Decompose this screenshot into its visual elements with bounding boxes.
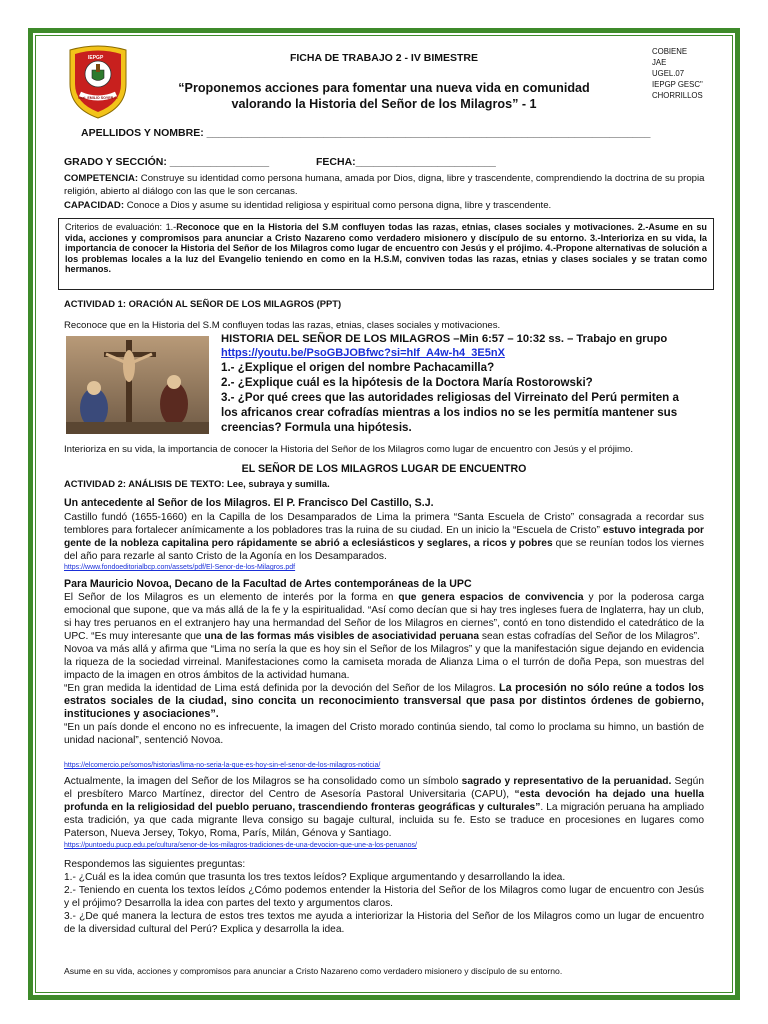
question-item: 1.- ¿Cuál es la idea común que trasunta los tres textos leídos? Explique argumentando y desarrollando la idea. <box>64 872 566 883</box>
activity1-intro: Reconoce que en la Historia del S.M confluyen todas las razas, etnias, clases sociales y motivaciones. <box>64 320 501 331</box>
section2-title: EL SEÑOR DE LOS MILAGROS LUGAR DE ENCUENTRO <box>241 463 527 475</box>
p3-link[interactable]: https://puntoedu.pucp.edu.pe/cultura/senor-de-los-milagros-tradiciones-de-una-devocion-que-une-a-los-peruanos/ <box>64 842 417 849</box>
p2-paragraph-c <box>64 682 704 721</box>
p1-text-c: que se reunían todos los viernes del año para rezarle al santo Cristo de la Agonía en los Desamparados. <box>64 538 704 562</box>
p3-a1: Actualmente, la imagen del Señor de los Milagros se ha consolidado como un símbolo <box>64 776 462 787</box>
question-item: 3.- ¿Por qué crees que las autoridades religiosas del Virreinato del Perú permiten a los africanos crear cofradías mientras a los indios no se les permitía mantener sus creencias? Formula una hipótesis. <box>221 391 679 434</box>
christ-painting-image <box>66 336 209 434</box>
criteria-text: Reconoce que en la Historia del S.M confluyen todas las razas, etnias, clases sociales y motivaciones. 2.-Asume en su vida, acciones y compromisos para anunciar a Cristo Nazareno como verdadero misionero y discípulo de su entorno. 3.-Interioriza en su vida, la importancia de conocer la Historia del Señor de los Milagros como lugar de encuentro con Jesús y el prójimo. 4.-Propone alternativas de solución a los problemas locales a la luz del Evangelio teniendo en como en la H.S.M, conviven todas las razas, etnias y clases sociales y se tratan como hermanos. <box>65 222 707 275</box>
date-field[interactable]: FECHA:________________________ <box>316 156 496 168</box>
question-item: 2.- Teniendo en cuenta los textos leídos ¿Cómo podemos entender la Historia del Señor de los Milagros como lugar de encuentro con Jesús y el prójimo? Desarrolla la idea con partes del texto y argumentos claros. <box>64 885 704 909</box>
competencia-label: COMPETENCIA: <box>64 173 139 184</box>
criteria-intro: Criterios de evaluación: 1.- <box>65 222 177 232</box>
school-info-line: IEPGP GESC" <box>652 80 703 89</box>
question-item: 1.- ¿Explique el origen del nombre Pachacamilla? <box>221 361 495 374</box>
activity2-heading: ACTIVIDAD 2: ANÁLISIS DE TEXTO: Lee, subraya y sumilla. <box>64 478 330 489</box>
p2-c2: La procesión no sólo reúne a todos los estratos sociales de la ciudad, sino concita un reconocimiento transversal que pasa por distintos órdenes de gobierno, instituciones y asociaciones”. <box>64 682 704 720</box>
p2-c1: “En gran medida la identidad de Lima está definida por la devoción del Señor de los Milagros. <box>64 683 500 694</box>
p3-text <box>64 775 704 840</box>
p3-a4: “esta devoción ha dejado una huella profunda en la religiosidad del pueblo peruano, trascendiendo fronteras geográficas y culturales” <box>64 789 704 813</box>
p2-paragraph-d: “En un país donde el encono no es infrecuente, la imagen del Cristo morado continúa siendo, tal como lo proclama su himno, un bastión de unidad nacional”, sentenció Novoa. <box>64 722 704 746</box>
capacidad-label: CAPACIDAD: <box>64 200 125 211</box>
school-info-line: CHORRILLOS <box>652 91 703 100</box>
logo-text-top: IEPGP <box>88 55 104 61</box>
video-title: HISTORIA DEL SEÑOR DE LOS MILAGROS –Min 6:57 – 10:32 ss. – Trabajo en grupo <box>221 333 668 345</box>
competencia-text: Construye su identidad como persona humana, amada por Dios, digna, libre y trascendente, comprendiendo la doctrina de su propia religión, abierto al diálogo con las que le son cercanas. <box>64 173 705 197</box>
p2-link[interactable]: https://elcomercio.pe/somos/historias/lima-no-seria-la-que-es-hoy-sin-el-senor-de-los-milagros-noticia/ <box>64 762 381 769</box>
p1-text-b: estuvo integrada por gente de la nobleza capitalina pero rápidamente se abrió a eclesiásticos y seglares, a ricos y pobres <box>64 525 705 549</box>
capacidad-text: Conoce a Dios y asume su identidad religiosa y espiritual como persona digna, libre y trascendente. <box>124 200 552 211</box>
p2-a2: que genera espacios de convivencia <box>398 592 584 603</box>
p1-link[interactable]: https://www.fondoeditorialbcp.com/assets/pdf/El-Senor-de-los-Milagros.pdf <box>64 564 296 571</box>
logo-text-bottom: Gral. EMILIO SOYER C. <box>78 96 118 100</box>
p2-paragraph-b: Novoa va más allá y afirma que “Lima no sería la que es hoy sin el Señor de los Milagros” y que la manifestación sigue dejando en evidencia la riqueza de la sociedad virreinal. Manifestaciones como la camiseta morada de Alianza Lima o el turrón de doña Pepa, son muestras del impacto de la imagen en otros ámbitos de la actividad humana. <box>64 644 704 681</box>
subtitle-line-2: valorando la Historia del Señor de los Milagros” - 1 <box>231 97 537 111</box>
name-field[interactable]: APELLIDOS Y NOMBRE: ____________________________________________________________________________ <box>81 127 651 139</box>
page-title: FICHA DE TRABAJO 2 - IV BIMESTRE <box>289 52 479 64</box>
p1-text-a: Castillo fundó (1655-1660) en la Capilla de los Desamparados de Lima la primera “Santa Escuela de Cristo” consagrada a recordar sus temblores para fortalecer anímicamente a los pobladores tras la ruina de su ciudad. En un inicio la “Escuela de Cristo” <box>64 512 704 536</box>
p3-a3: Según el presbítero Marco Martínez, director del Centro de Asesoría Pastoral Universitaria (CAPU), <box>64 776 704 800</box>
p2-heading: Para Mauricio Novoa, Decano de la Facultad de Artes contemporáneas de la UPC <box>64 578 472 590</box>
competencia <box>64 172 712 198</box>
p2-paragraph-a <box>64 591 704 643</box>
school-info-line: UGEL.07 <box>652 69 685 78</box>
p2-a4: una de las formas más visibles de asociatividad peruana <box>204 631 480 642</box>
p2-a5: sean estas cofradías del Señor de los Milagros”. <box>479 631 700 642</box>
p2-a3: y por la poderosa carga emocional que supone, que va más allá de la fe y la espiritualidad. “Así como decían que si hay tres ingleses fuera de Inglaterra, hay un club, si hay tres peruanos en el extranjero hay una hermandad del Señor de los Milagros en ciernes”, contó en tono distendido el catedrático de la UPC. “Es muy interesante que <box>64 592 704 642</box>
p1-heading: Un antecedente al Señor de los Milagros. El P. Francisco Del Castillo, S.J. <box>64 497 434 509</box>
grade-field[interactable]: GRADO Y SECCIÓN: _________________ <box>64 156 270 168</box>
question-item: 2.- ¿Explique cuál es la hipótesis de la Doctora María Rostorowski? <box>221 376 593 389</box>
school-info <box>652 46 703 101</box>
p2-text <box>64 591 704 747</box>
footer-text: Asume en su vida, acciones y compromisos para anunciar a Cristo Nazareno como verdadero misionero y discípulo de su entorno. <box>64 966 563 976</box>
activity1-heading: ACTIVIDAD 1: ORACIÓN AL SEÑOR DE LOS MILAGROS (PPT) <box>64 298 342 309</box>
activity1-closing: Interioriza en su vida, la importancia de conocer la Historia del Señor de los Milagros como lugar de encuentro con Jesús y el prójimo. <box>64 444 633 455</box>
capacidad <box>64 199 712 212</box>
question-item: 3.- ¿De qué manera la lectura de estos tres textos me ayuda a interiorizar la Historia del Señor de los Milagros como un lugar de encuentro de la diversidad cultural del Perú? Explica y desarrolla la idea. <box>64 911 704 935</box>
questions2 <box>64 858 704 936</box>
p1-text <box>64 511 704 563</box>
p3-a2: sagrado y representativo de la peruanidad. <box>461 776 672 787</box>
subtitle-line-1: “Proponemos acciones para fomentar una nueva vida en comunidad <box>178 81 590 95</box>
p3-a5: . La migración peruana ha ampliado esta tradición, ya que cada migrante lleva consigo su bagaje cultural, incluida su fe. Esto se traduce en procesiones en lugares como Paterson, Nueva Jersey, Tokyo, Roma, París, Milán, Génova y Santiago. <box>64 802 704 839</box>
p2-a1: El Señor de los Milagros es un elemento de interés por la forma en <box>64 592 399 603</box>
questions2-intro: Respondemos las siguientes preguntas: <box>64 859 246 870</box>
activity1-questions <box>221 360 691 435</box>
school-info-line: JAE <box>652 58 667 67</box>
criteria-box <box>58 218 714 290</box>
video-link[interactable]: https://youtu.be/PsoGBJOBfwc?si=hIf_A4w-h4_3E5nX <box>221 347 505 359</box>
school-info-line: COBIENE <box>652 47 688 56</box>
